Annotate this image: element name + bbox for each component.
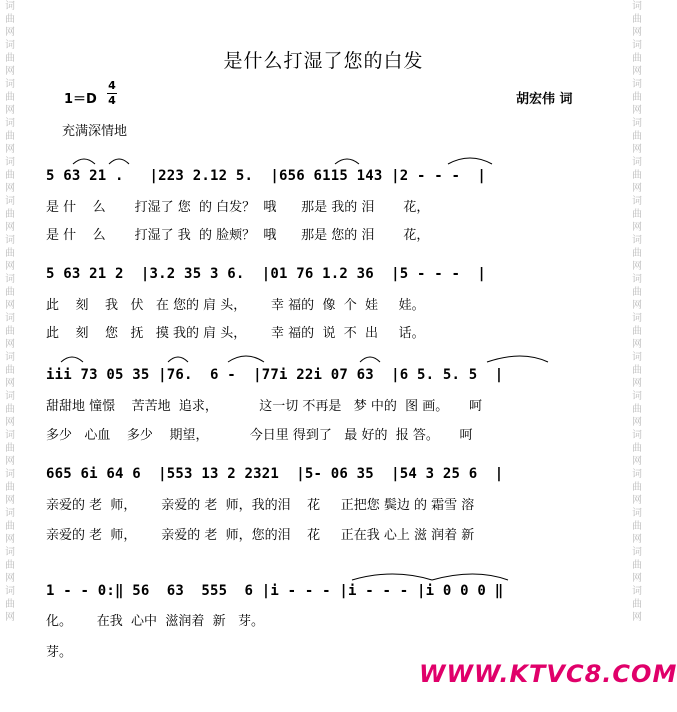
slur [228, 356, 264, 362]
slur [61, 357, 83, 362]
time-signature [107, 80, 117, 107]
slur [335, 159, 359, 164]
lyric-line-2: 是 什 么 打湿了 我 的 脸颊？ 哦 那是 您的 泪 花， [46, 228, 430, 243]
notation-line-3: iii 73 05 35 |76. 6 - |77i 22i 07 63 |6 5. 5. 5 | [46, 367, 504, 383]
slur [487, 356, 548, 362]
side-watermark-left: 词曲网词曲网词曲网词曲网词曲网词曲网词曲网词曲网词曲网词曲网词曲网词曲网词曲网词曲网词曲网词曲网 [5, 1, 15, 623]
lyric-line-10: 芽。 [46, 645, 73, 660]
time-signature-top: 4 [108, 79, 116, 92]
lyric-line-6: 多少 心血 多少 期望， 今日里 得到了 最 好的 报 答。 呵 [46, 428, 473, 443]
slur [360, 357, 380, 362]
slur [352, 574, 432, 580]
lyric-line-8: 亲爱的 老 师， 亲爱的 老 师，您的泪 花 正在我 心上 滋 润着 新 [46, 528, 475, 543]
lyric-line-4: 此 刻 您 抚 摸 我的 肩 头， 幸 福的 说 不 出 话。 [46, 326, 425, 341]
slur [432, 574, 508, 580]
slur [109, 159, 129, 164]
song-title: 是什么打湿了您的白发 [223, 50, 424, 72]
notation-line-2: 5 63 21 2 |3.2 35 3 6. |01 76 1.2 36 |5 - - - | [46, 266, 487, 282]
slur [448, 158, 492, 164]
expression-mark: 充满深情地 [62, 124, 128, 139]
side-watermark-right: 词曲网词曲网词曲网词曲网词曲网词曲网词曲网词曲网词曲网词曲网词曲网词曲网词曲网词曲网词曲网词曲网 [632, 1, 642, 623]
lyric-line-1: 是 什 么 打湿了 您 的 白发？ 哦 那是 我的 泪 花， [46, 200, 430, 215]
lyric-line-5: 甜甜地 憧憬 苦苦地 追求， 这一切 不再是 梦 中的 图 画。 呵 [46, 399, 482, 414]
lyric-line-9: 化。 在我 心中 滋润着 新 芽。 [46, 614, 264, 629]
site-watermark: WWW.KTVC8.COM [419, 660, 677, 688]
lyricist-credit: 胡宏伟 词 [516, 92, 573, 107]
notation-line-4: 665 6i 64 6 |553 13 2 2321 |5- 06 35 |54 3 25 6 | [46, 466, 504, 482]
notation-line-1: 5 63 21 . |223 2.12 5. |656 6115 143 |2 - - - | [46, 168, 487, 184]
lyric-line-7: 亲爱的 老 师， 亲爱的 老 师，我的泪 花 正把您 鬓边 的 霜雪 溶 [46, 498, 475, 513]
key-signature: 1＝D [64, 92, 97, 107]
time-signature-bottom: 4 [108, 94, 116, 107]
lyric-line-3: 此 刻 我 伏 在 您的 肩 头， 幸 福的 像 个 娃 娃。 [46, 298, 425, 313]
notation-line-5: 1 - - 0:‖ 56 63 555 6 |i - - - |i - - - |i 0 0 0 ‖ [46, 583, 504, 599]
slur [168, 357, 188, 362]
slur [73, 159, 95, 164]
